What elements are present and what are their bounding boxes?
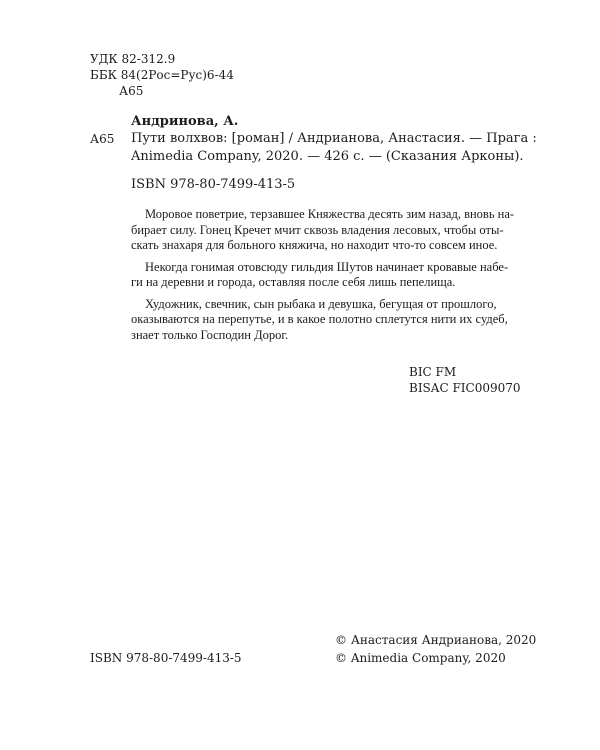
- bbk-code: ББК 84(2Рос=Рус)6-44: [90, 68, 234, 82]
- author-heading: Андринова, А.: [131, 114, 239, 129]
- copyright-publisher: © Animedia Company, 2020: [335, 651, 506, 665]
- title-line-1: Пути волхвов: [роман] / Андрианова, Анастасия. — Прага :: [131, 131, 537, 146]
- copyright-author: © Анастасия Андрианова, 2020: [335, 633, 537, 647]
- bisac-code: BISAC FIC009070: [409, 381, 521, 395]
- isbn-top: ISBN 978-80-7499-413-5: [131, 177, 296, 192]
- author-mark-header: А65: [119, 84, 144, 98]
- annotation: [131, 207, 515, 343]
- author-mark: А65: [90, 132, 115, 146]
- title-line-2: Animedia Company, 2020. — 426 с. — (Сказания Арконы).: [131, 149, 524, 164]
- udk-code: УДК 82-312.9: [90, 52, 176, 66]
- annotation-paragraph-3: [131, 297, 509, 344]
- annotation-line: оказываются на перепутье, и в какое полотно сплетутся нити их судеб,: [131, 312, 508, 326]
- annotation-line: Некогда гонимая отовсюду гильдия Шутов начинает кровавые набе-: [145, 259, 509, 274]
- bic-code: BIC FM: [409, 365, 457, 379]
- annotation-paragraph-1: [131, 207, 515, 254]
- annotation-line: бирает силу. Гонец Кречет мчит сквозь владения лесовых, чтобы оты-: [131, 222, 504, 237]
- annotation-line: Моровое поветрие, терзавшее Княжества десять зим назад, вновь на-: [145, 207, 515, 221]
- annotation-paragraph-2: [131, 260, 509, 291]
- annotation-line: скать знахаря для больного княжича, но находит что-то совсем иное.: [131, 238, 498, 252]
- annotation-line: Художник, свечник, сын рыбака и девушка, бегущая от прошлого,: [145, 296, 497, 311]
- isbn-bottom: ISBN 978-80-7499-413-5: [90, 651, 242, 665]
- annotation-line: знает только Господин Дорог.: [131, 327, 289, 342]
- annotation-line: ги на деревни и города, оставляя после себя лишь пепелища.: [131, 275, 456, 289]
